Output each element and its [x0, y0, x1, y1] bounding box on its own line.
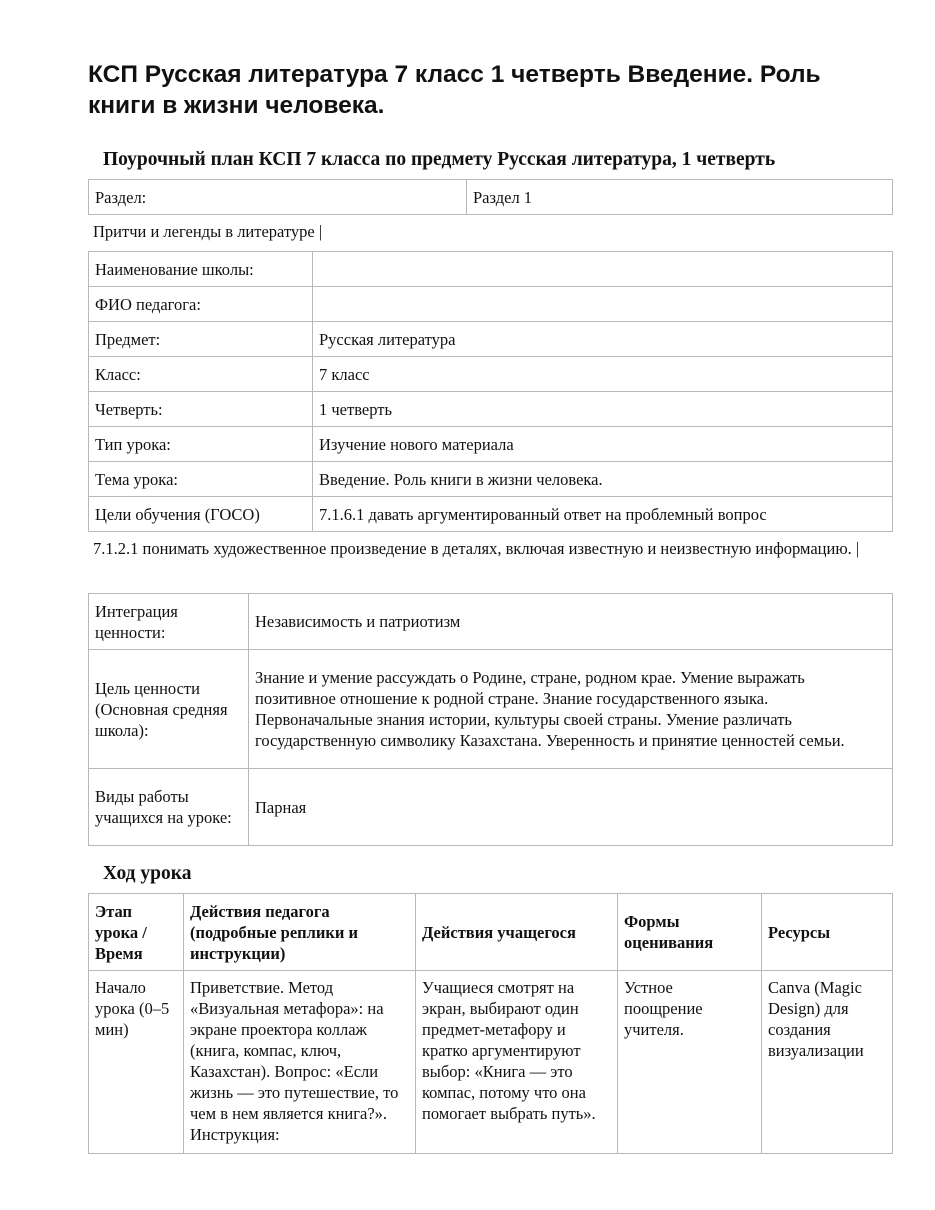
lesson-heading: Ход урока [103, 863, 192, 884]
cell-resources: Canva (Magic Design) для создания визуализации [762, 971, 893, 1154]
section-table [88, 179, 893, 215]
info-value [313, 252, 893, 287]
info-table [88, 251, 893, 532]
info-row [89, 357, 893, 392]
value-row [89, 594, 893, 650]
value-text: Знание и умение рассуждать о Родине, стране, родном крае. Умение выражать позитивное отношение к родной стране. Знание государственного языка. Первоначальные знания истории, культуры своей страны. Умение различать государственную символику Казахстана. Уверенность и принятие ценностей семьи. [249, 650, 893, 769]
section-value: Раздел 1 [467, 180, 893, 215]
info-value: Русская литература [313, 322, 893, 357]
goals-note: 7.1.2.1 понимать художественное произведение в деталях, включая известную и неизвестную информацию. | [93, 539, 860, 558]
header-stage: Этап урока / Время [89, 894, 184, 971]
value-row [89, 650, 893, 769]
info-label: Наименование школы: [89, 252, 313, 287]
info-row [89, 287, 893, 322]
values-table [88, 593, 893, 846]
section-label: Раздел: [89, 180, 467, 215]
value-row [89, 769, 893, 846]
value-label: Виды работы учащихся на уроке: [89, 769, 249, 846]
value-label: Цель ценности (Основная средняя школа): [89, 650, 249, 769]
section-row [89, 180, 893, 215]
info-value [313, 287, 893, 322]
info-label: Предмет: [89, 322, 313, 357]
info-label: Тип урока: [89, 427, 313, 462]
info-label: Четверть: [89, 392, 313, 427]
header-resources: Ресурсы [762, 894, 893, 971]
info-row [89, 392, 893, 427]
info-value: 7 класс [313, 357, 893, 392]
info-row [89, 462, 893, 497]
document-title: КСП Русская литература 7 класс 1 четверть Введение. Роль книги в жизни человека. [88, 61, 821, 119]
info-row [89, 497, 893, 532]
info-row [89, 427, 893, 462]
info-value: 1 четверть [313, 392, 893, 427]
lesson-row [89, 971, 893, 1154]
info-value: Введение. Роль книги в жизни человека. [313, 462, 893, 497]
cell-student-actions: Учащиеся смотрят на экран, выбирают один предмет-метафору и кратко аргументируют выбор: «Книга — это компас, потому что она помогает выбрать путь». [416, 971, 618, 1154]
value-text: Независимость и патриотизм [249, 594, 893, 650]
header-teacher-actions: Действия педагога (подробные реплики и инструкции) [184, 894, 416, 971]
value-label: Интеграция ценности: [89, 594, 249, 650]
info-row [89, 322, 893, 357]
info-label: Класс: [89, 357, 313, 392]
lesson-table [88, 893, 893, 1154]
section-note: Притчи и легенды в литературе | [93, 222, 323, 241]
header-student-actions: Действия учащегося [416, 894, 618, 971]
info-value: Изучение нового материала [313, 427, 893, 462]
value-text: Парная [249, 769, 893, 846]
cell-stage: Начало урока (0–5 мин) [89, 971, 184, 1154]
lesson-header-row [89, 894, 893, 971]
plan-heading: Поурочный план КСП 7 класса по предмету Русская литература, 1 четверть [103, 149, 776, 170]
info-label: ФИО педагога: [89, 287, 313, 322]
cell-teacher-actions: Приветствие. Метод «Визуальная метафора»: на экране проектора коллаж (книга, компас, ключ, Казахстан). Вопрос: «Если жизнь — это путешествие, то чем в нем является книга?». Инструкция: [184, 971, 416, 1154]
header-assessment: Формы оценивания [618, 894, 762, 971]
info-value: 7.1.6.1 давать аргументированный ответ на проблемный вопрос [313, 497, 893, 532]
info-row [89, 252, 893, 287]
info-label: Цели обучения (ГОСО) [89, 497, 313, 532]
cell-assessment: Устное поощрение учителя. [618, 971, 762, 1154]
info-label: Тема урока: [89, 462, 313, 497]
